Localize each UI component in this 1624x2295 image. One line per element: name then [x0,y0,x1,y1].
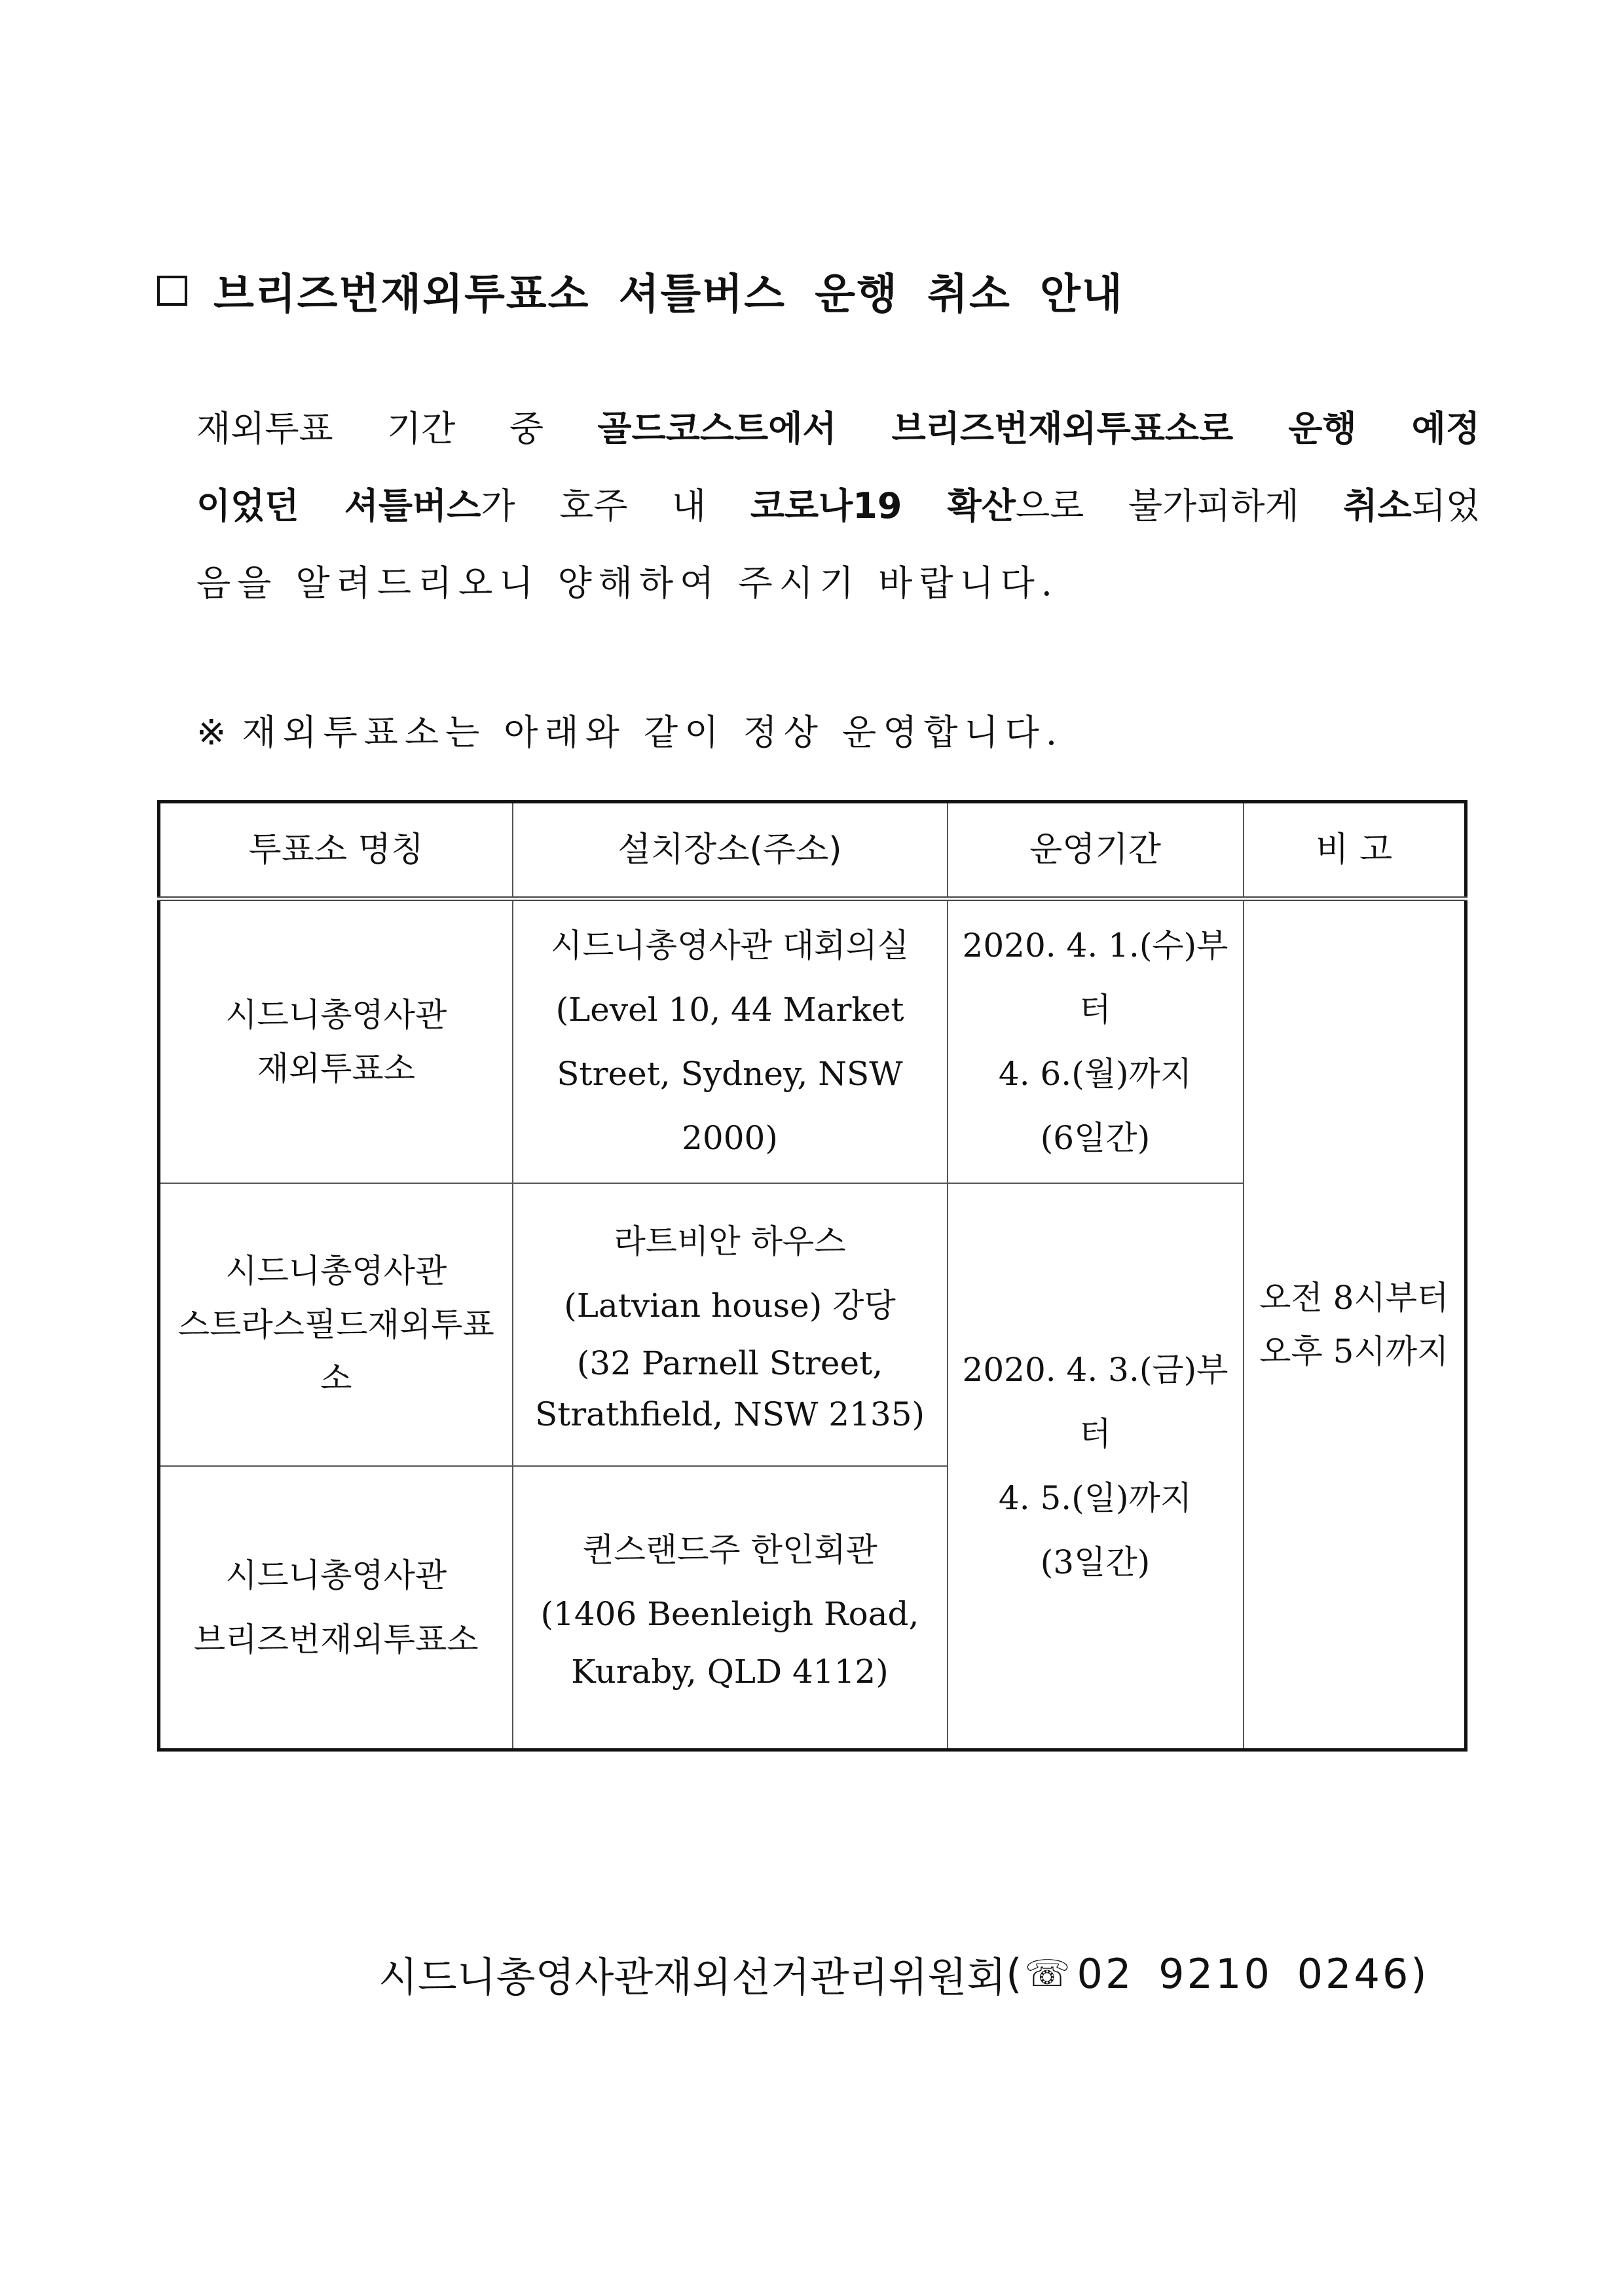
station-name-line: 스트라스필드재외투표소 [177,1306,494,1397]
paragraph-line-2 [196,468,1480,545]
period-line: 4. 6.(월)까지 [998,1055,1192,1093]
station-name-line: 시드니총영사관 [225,996,447,1034]
location-line: (Latvian house) 강당 [564,1287,896,1325]
location-line: Strathfield, NSW 2135) [534,1395,925,1433]
paragraph-line-2-text-3: 되었 [1411,485,1480,526]
title-text: 브리즈번재외투표소 셔틀버스 운행 취소 안내 [213,270,1124,319]
location-line: Kuraby, QLD 4112) [571,1653,889,1691]
header-location: 설치장소(주소) [513,802,948,899]
paragraph-line-2-bold-2: 코로나19 확산 [750,485,1016,526]
period-line: (3일간) [1040,1543,1151,1581]
remark-cell [1244,899,1466,1750]
paragraph-line-2-text-1: 가 호주 내 [481,485,750,526]
header-period: 운영기간 [948,802,1244,899]
location-line: 퀸스랜드주 한인회관 [582,1531,877,1569]
station-name-cell [159,1466,513,1750]
location-line: 시드니총영사관 대회의실 [550,927,910,964]
table-header-row [159,802,1466,899]
period-cell [948,1183,1244,1750]
station-name-cell [159,1183,513,1466]
polling-station-table-wrap [157,800,1464,1746]
checkbox-icon [157,276,187,306]
telephone-icon: ☏ [1024,1953,1071,1995]
header-station-name: 투표소 명칭 [159,802,513,899]
station-name-line: 재외투표소 [257,1050,415,1088]
paragraph-line-2-bold-3: 취소 [1343,485,1412,526]
paragraph-line-1-bold: 골드코스트에서 브리즈번재외투표소로 운행 예정 [597,408,1480,449]
location-line: (32 Parnell Street, [576,1344,883,1382]
remark-line: 오후 5시까지 [1259,1332,1449,1370]
paragraph-line-1-text: 재외투표 기간 중 [196,408,598,449]
paragraph-line-2-bold-1: 이었던 셔틀버스 [196,485,481,526]
location-line: Street, Sydney, NSW 2000) [557,1055,903,1157]
location-cell [513,1466,948,1750]
station-name-line: 시드니총영사관 [225,1252,447,1290]
notice-paragraph [196,390,1480,622]
station-name-line: 시드니총영사관 [225,1556,447,1594]
footer-phone: 02 9210 0246 [1077,1950,1411,1998]
location-line: (1406 Beenleigh Road, [540,1595,919,1633]
polling-station-table [157,800,1467,1752]
location-cell [513,1183,948,1466]
paragraph-line-3: 음을 알려드리오니 양해하여 주시기 바랍니다. [196,562,1059,604]
footer: 시드니총영사관재외선거관리위원회 ( ☏ 02 9210 0246 ) [378,1945,1427,2003]
period-line: 4. 5.(일)까지 [998,1479,1192,1517]
table-row [159,899,1466,1184]
station-name-line: 브리즈번재외투표소 [193,1621,479,1659]
notice-title [157,261,1124,321]
period-line: (6일간) [1040,1119,1151,1157]
location-line: 라트비안 하우스 [614,1222,846,1260]
header-remark: 비 고 [1244,802,1466,899]
period-line: 2020. 4. 1.(수)부터 [962,927,1228,1029]
reference-mark-icon: ※ [196,712,227,753]
station-name-cell [159,899,513,1184]
footer-org: 시드니총영사관재외선거관리위원회 [378,1953,1006,2001]
period-line: 2020. 4. 3.(금)부터 [962,1351,1228,1453]
remark-line: 오전 8시부터 [1259,1279,1449,1317]
note [196,705,1063,755]
period-cell [948,899,1244,1184]
paragraph-line-2-text-2: 으로 불가피하게 [1016,485,1344,526]
location-cell [513,899,948,1184]
location-line: (Level 10, 44 Market [555,991,904,1029]
paragraph-line-1 [196,390,1480,468]
note-text: 재외투표소는 아래와 같이 정상 운영합니다. [242,712,1064,753]
